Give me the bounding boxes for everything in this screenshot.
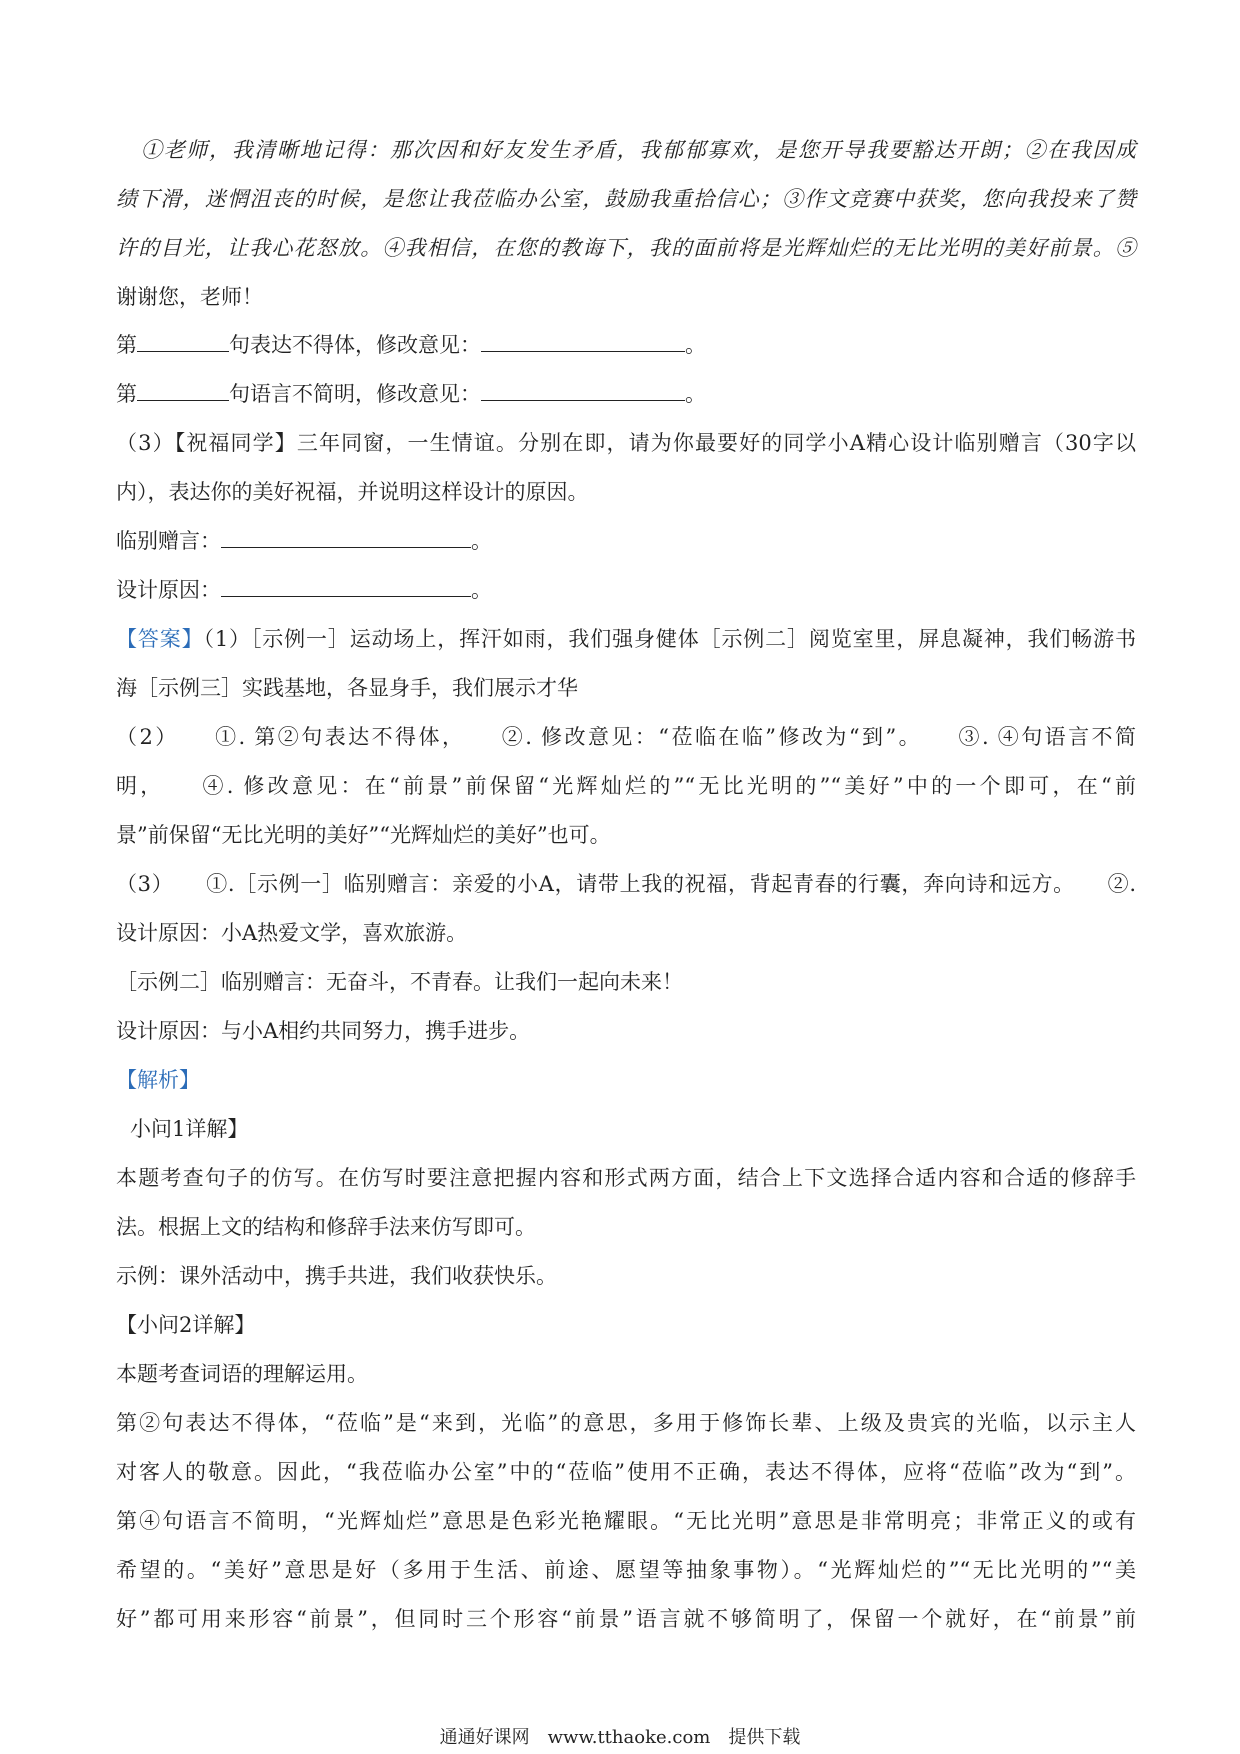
analysis-q2-line-1: 本题考查词语的理解运用。	[116, 1362, 368, 1386]
fill-row-1	[116, 331, 1136, 359]
design-reason-blank[interactable]	[221, 576, 471, 597]
answer-line-9: 设计原因：与小A相约共同努力，携手进步。	[116, 1019, 531, 1043]
sentence-number-blank-2[interactable]	[137, 380, 229, 401]
answer-line-3: （2） ①. 第②句表达不得体， ②. 修改意见：“莅临在临”修改为“到”。 ③. ④句语言不简	[116, 725, 1136, 749]
passage-line-2: 绩下滑，迷惘沮丧的时候，是您让我莅临办公室，鼓励我重拾信心；③作文竞赛中获奖，您向我投来了赞	[116, 187, 1136, 211]
analysis-q2-line-4: 第④句语言不简明，“光辉灿烂”意思是色彩光艳耀眼。“无比光明”意思是非常明亮；非常正义的或有	[116, 1509, 1136, 1533]
farewell-message-blank[interactable]	[221, 527, 471, 548]
design-reason-end: 。	[471, 578, 492, 602]
revision-opinion-blank-2[interactable]	[481, 380, 685, 401]
answer-line-4: 明， ④. 修改意见：在“前景”前保留“光辉灿烂的”“无比光明的”“美好”中的一个即可，在“前	[116, 774, 1136, 798]
fill-row-1-end: 。	[685, 333, 706, 357]
page-footer: 通通好课网 www.tthaoke.com 提供下载	[439, 1727, 801, 1748]
question-3-line-1: （3）【祝福同学】三年同窗，一生情谊。分别在即，请为你最要好的同学小A精心设计临别赠言（30字以	[116, 431, 1136, 455]
revision-opinion-blank-1[interactable]	[481, 331, 685, 352]
farewell-message-row	[116, 527, 1136, 555]
analysis-q2-line-5: 希望的。“美好”意思是好（多用于生活、前途、愿望等抽象事物）。“光辉灿烂的”“无比光明的”“美	[116, 1558, 1136, 1582]
answer-line-6: （3） ①.［示例一］临别赠言：亲爱的小A，请带上我的祝福，背起青春的行囊，奔向诗和远方。 ②.	[116, 872, 1136, 896]
analysis-q2-line-6: 好”都可用来形容“前景”，但同时三个形容“前景”语言就不够简明了，保留一个就好，在“前景”前	[116, 1607, 1136, 1631]
analysis-q1-line-1: 本题考查句子的仿写。在仿写时要注意把握内容和形式两方面，结合上下文选择合适内容和合适的修辞手	[116, 1166, 1136, 1190]
fill-row-1-middle: 句表达不得体，修改意见：	[229, 333, 481, 357]
passage-line-1: ①老师，我清晰地记得：那次因和好友发生矛盾，我郁郁寡欢，是您开导我要豁达开朗；②在我因成	[141, 138, 1136, 162]
fill-row-2-end: 。	[685, 382, 706, 406]
question-3-line-2: 内），表达你的美好祝福，并说明这样设计的原因。	[116, 480, 589, 504]
answer-line-2: 海［示例三］实践基地，各显身手，我们展示才华	[116, 676, 578, 700]
answer-line-7: 设计原因：小A热爱文学，喜欢旅游。	[116, 921, 468, 945]
answer-line-1	[116, 625, 1136, 653]
fill-row-2-prefix: 第	[116, 382, 137, 406]
answer-label: 【答案】	[116, 627, 204, 651]
analysis-label: 【解析】	[116, 1068, 200, 1092]
passage-line-3: 许的目光，让我心花怒放。④我相信，在您的教诲下，我的面前将是光辉灿烂的无比光明的美好前景。⑤	[116, 236, 1136, 260]
analysis-q2-heading: 【小问2详解】	[116, 1313, 256, 1337]
answer-line-1-text: （1）［示例一］运动场上，挥汗如雨，我们强身健体［示例二］阅览室里，屏息凝神，我们畅游书	[203, 627, 1137, 651]
fill-row-1-prefix: 第	[116, 333, 137, 357]
analysis-q1-heading: 小问1详解】	[130, 1117, 249, 1141]
answer-line-5: 景”前保留“无比光明的美好”“光辉灿烂的美好”也可。	[116, 823, 611, 847]
analysis-q2-line-2: 第②句表达不得体，“莅临”是“来到，光临”的意思，多用于修饰长辈、上级及贵宾的光临，以示主人	[116, 1411, 1136, 1435]
farewell-message-end: 。	[471, 529, 492, 553]
fill-row-2-middle: 句语言不简明，修改意见：	[229, 382, 481, 406]
analysis-q2-line-3: 对客人的敬意。因此，“我莅临办公室”中的“莅临”使用不正确，表达不得体，应将“莅临”改为“到”。	[116, 1460, 1136, 1484]
design-reason-row	[116, 576, 1136, 604]
sentence-number-blank-1[interactable]	[137, 331, 229, 352]
answer-line-8: ［示例二］临别赠言：无奋斗，不青春。让我们一起向未来！	[116, 970, 683, 994]
analysis-q1-example: 示例：课外活动中，携手共进，我们收获快乐。	[116, 1264, 557, 1288]
design-reason-label: 设计原因：	[116, 578, 221, 602]
passage-line-4: 谢谢您，老师！	[116, 285, 263, 309]
farewell-message-label: 临别赠言：	[116, 529, 221, 553]
analysis-q1-line-2: 法。根据上文的结构和修辞手法来仿写即可。	[116, 1215, 536, 1239]
fill-row-2	[116, 380, 1136, 408]
